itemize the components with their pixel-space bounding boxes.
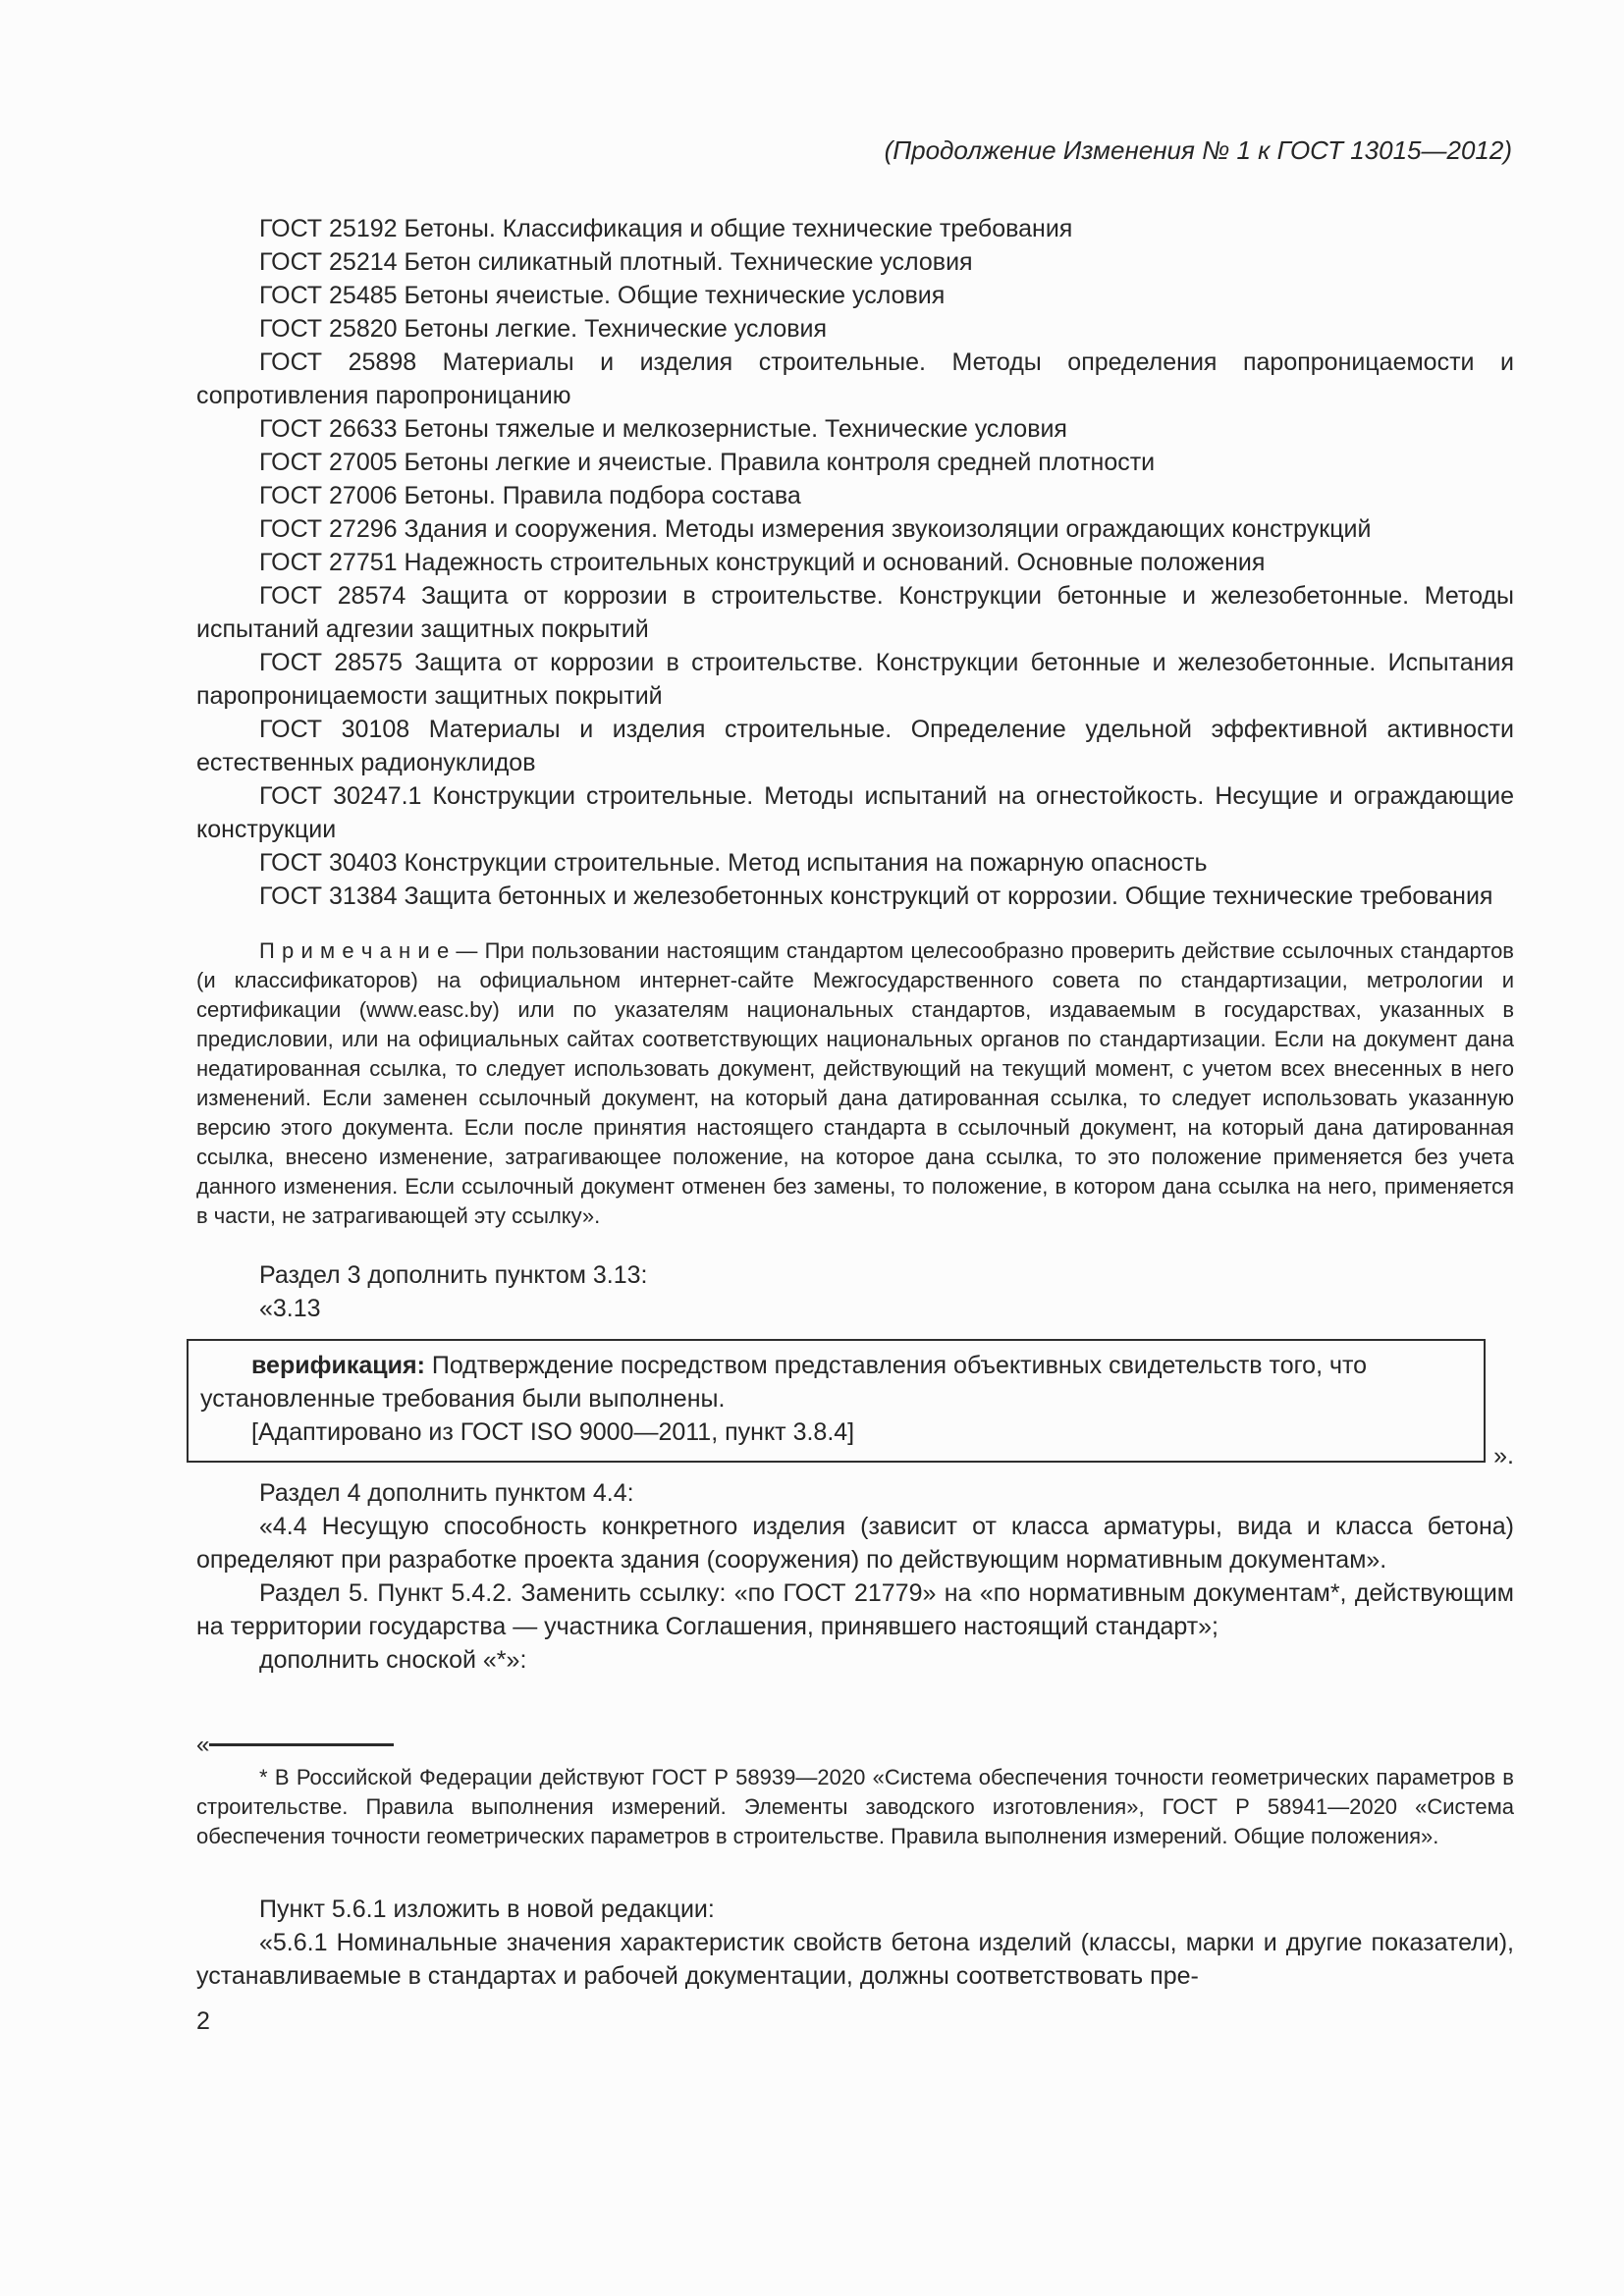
note-text: При пользовании настоящим стандартом целесообразно проверить действие ссылочных стандартов (и классификаторов) на официальном интернет-сайте Межгосударственного совета по стандартизации, метрологии и сертификации (www.easc.by) или по указателям национальных стандартов, издаваемым в государствах, указанных в предисловии, или на официальных сайтах соответствующих национальных органов по стандартизации. Если на документ дана недатированная ссылка, то следует использовать документ, действующий на текущий момент, с учетом всех внесенных в него изменений. Если заменен ссылочный документ, на который дана датированная ссылка, то следует использовать указанную версию этого документа. Если после принятия настоящего стандарта в ссылочный документ, на который дана датированная ссылка, внесено изменение, затрагивающее положение, на которое дана ссылка, то это положение применяется без учета данного изменения. Если ссылочный документ отменен без замены, то положение, в котором дана ссылка на него, применяется в части, не затрагивающей эту ссылку». bbox=[196, 938, 1514, 1228]
standard-reference: ГОСТ 25485 Бетоны ячеистые. Общие технические условия bbox=[259, 282, 946, 309]
standard-reference: ГОСТ 30403 Конструкции строительные. Метод испытания на пожарную опасность bbox=[259, 849, 1208, 877]
definition-text: Подтверждение посредством представления объективных свидетельств того, что установленные требования были выполнены. bbox=[200, 1352, 1368, 1413]
standard-reference: ГОСТ 26633 Бетоны тяжелые и мелкозернистые. Технические условия bbox=[259, 415, 1067, 443]
footnote-open-quote: « bbox=[196, 1732, 210, 1758]
standard-reference: ГОСТ 28574 Защита от коррозии в строительстве. Конструкции бетонные и железобетонные. Методы испытаний адгезии защитных покрытий bbox=[196, 582, 1514, 643]
section5-amendment-text: Раздел 5. Пункт 5.4.2. Заменить ссылку: «по ГОСТ 21779» на «по нормативным документам*, действующим на территории государства — участника Соглашения, принявшего настоящий стандарт»; bbox=[196, 1579, 1514, 1640]
section4-clause-text: «4.4 Несущую способность конкретного изделия (зависит от класса арматуры, вида и класса бетона) определяют при разработке проекта здания (сооружения) по действующим нормативным документам». bbox=[196, 1513, 1514, 1574]
definition-box bbox=[187, 1339, 1486, 1463]
footnote-rule bbox=[209, 1743, 394, 1746]
note-paragraph bbox=[196, 936, 1514, 1231]
item561-amendment-lead: Пункт 5.6.1 изложить в новой редакции: bbox=[259, 1896, 715, 1923]
definition-paragraph bbox=[200, 1349, 1468, 1415]
definition-source: [Адаптировано из ГОСТ ISO 9000—2011, пункт 3.8.4] bbox=[251, 1418, 855, 1446]
page-number: 2 bbox=[196, 2007, 210, 2035]
standard-reference: ГОСТ 25898 Материалы и изделия строительные. Методы определения паропроницаемости и сопротивления паропроницанию bbox=[196, 348, 1514, 409]
standard-reference: ГОСТ 28575 Защита от коррозии в строительстве. Конструкции бетонные и железобетонные. Испытания паропроницаемости защитных покрытий bbox=[196, 649, 1514, 710]
standard-reference: ГОСТ 30108 Материалы и изделия строительные. Определение удельной эффективной активности естественных радионуклидов bbox=[196, 716, 1514, 776]
normative-references-list bbox=[196, 212, 1514, 913]
standard-reference: ГОСТ 30247.1 Конструкции строительные. Методы испытаний на огнестойкость. Несущие и ограждающие конструкции bbox=[196, 782, 1514, 843]
standard-reference: ГОСТ 25214 Бетон силикатный плотный. Технические условия bbox=[259, 248, 973, 276]
standard-reference: ГОСТ 27751 Надежность строительных конструкций и оснований. Основные положения bbox=[259, 549, 1266, 576]
definition-term: верификация: bbox=[251, 1352, 425, 1379]
footnote-separator bbox=[196, 1734, 1514, 1757]
item561-clause-text: «5.6.1 Номинальные значения характеристик свойств бетона изделий (классы, марки и другие показатели), устанавливаемые в стандартах и рабочей документации, должны соответствовать пре- bbox=[196, 1929, 1514, 1990]
standard-reference: ГОСТ 27296 Здания и сооружения. Методы измерения звукоизоляции ограждающих конструкций bbox=[259, 515, 1372, 543]
standard-reference: ГОСТ 25820 Бетоны легкие. Технические условия bbox=[259, 315, 828, 343]
section3-clause-open: «3.13 bbox=[259, 1295, 321, 1322]
section4-amendment-lead: Раздел 4 дополнить пунктом 4.4: bbox=[259, 1479, 634, 1507]
standard-reference: ГОСТ 27006 Бетоны. Правила подбора состава bbox=[259, 482, 801, 509]
note-label: П р и м е ч а н и е — bbox=[259, 938, 485, 963]
section5-footnote-lead: дополнить сноской «*»: bbox=[259, 1646, 527, 1674]
section3-amendment-lead: Раздел 3 дополнить пунктом 3.13: bbox=[259, 1261, 648, 1289]
definition-box-row bbox=[187, 1339, 1514, 1469]
standard-reference: ГОСТ 31384 Защита бетонных и железобетонных конструкций от коррозии. Общие технические требования bbox=[259, 882, 1493, 910]
standard-reference: ГОСТ 25192 Бетоны. Классификация и общие технические требования bbox=[259, 215, 1073, 242]
footnote-text: * В Российской Федерации действуют ГОСТ Р 58939—2020 «Система обеспечения точности геометрических параметров в строительстве. Правила выполнения измерений. Элементы заводского изготовления», ГОСТ Р 58941—2020 «Система обеспечения точности геометрических параметров в строительстве. Правила выполнения измерений. Общие положения». bbox=[196, 1765, 1514, 1848]
closing-quote: ». bbox=[1493, 1442, 1514, 1469]
running-title: (Продолжение Изменения № 1 к ГОСТ 13015—2012) bbox=[884, 135, 1512, 165]
standard-reference: ГОСТ 27005 Бетоны легкие и ячеистые. Правила контроля средней плотности bbox=[259, 449, 1156, 476]
